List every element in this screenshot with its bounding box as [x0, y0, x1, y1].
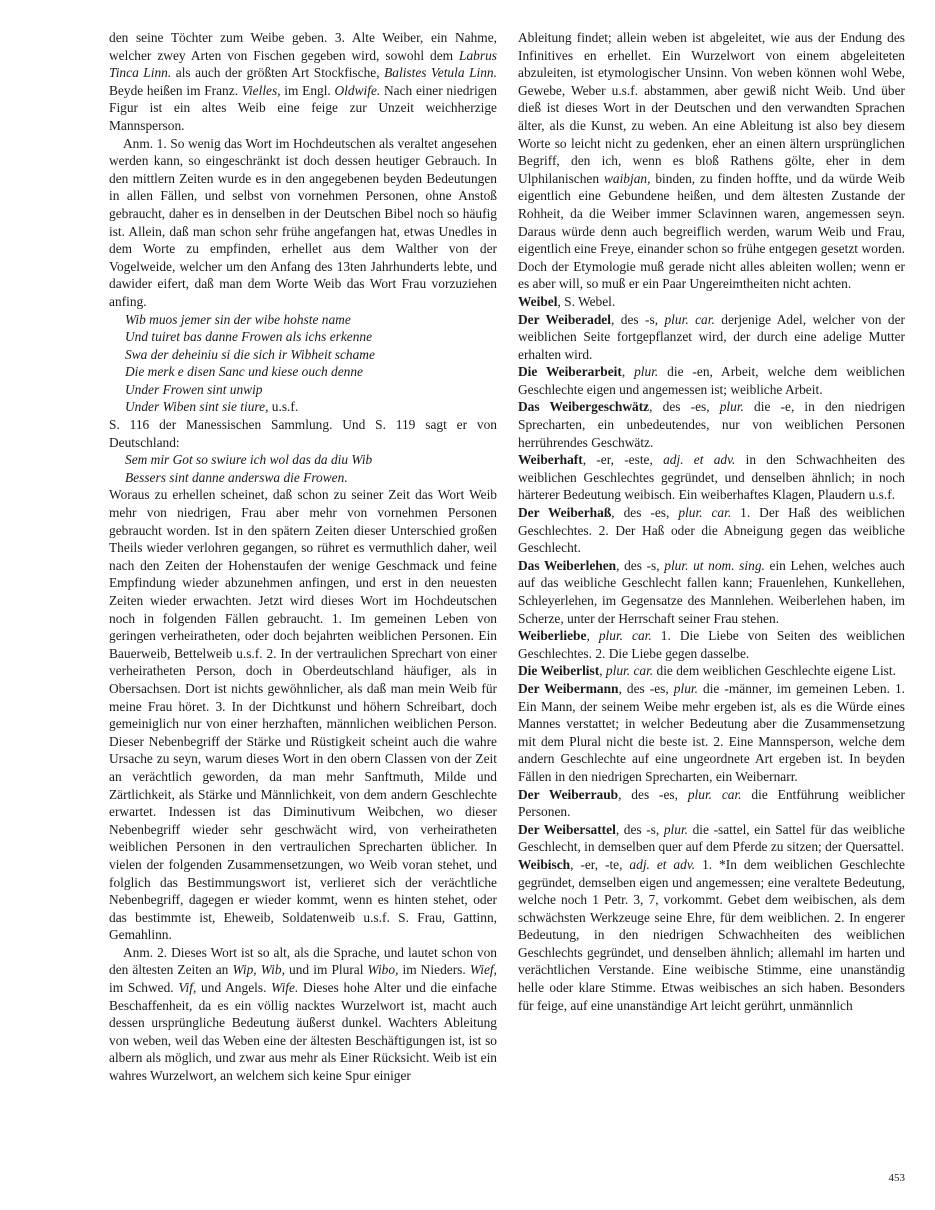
entry-weibermann: Der Weibermann, des -es, plur. die -männer, im gemeinen Leben. 1. Ein Mann, der seinem Weibe mehr ergeben ist, als es die Würde eines Mannes verstattet; in welcher Bedeutung aber die Zusammensetzung mit dem Plural nicht die beste ist. 2. Eine Mannsperson, welche dem andern Geschlechte auf eine ungeordnete Art ergeben ist. In beyden Fällen in den niedrigen Sprecharten, ein Weibernarr.	[518, 680, 905, 784]
paragraph: Woraus zu erhellen scheinet, daß schon zu seiner Zeit das Wort Weib mehr von niedrigen, Frau aber mehr von vornehmen Personen gebraucht worden. Ist in den spätern Zeiten dieser Unterschied großen Theils wieder verlohren gegangen, so rühret es vermuthlich daher, weil nach den Zeiten der Hohenstaufen der wenige Geschmack und feine Empfindung wieder abzunehmen anfingen, und erst in den neuesten Zeiten wieder erwachten. Jetzt wird dieses Wort im Hochdeutschen noch in folgenden Fällen gebraucht. 1. Im gemeinen Leben von geringen verheiratheten, oder doch bejahrten weiblichen Personen. Ein Bauerweib, Bettelweib u.s.f. 2. In der vertraulichen Sprechart von einer verheiratheten Person, doch in Oberdeutschland häufiger, als in Obersachsen. Dort ist nichts gewöhnlicher, als daß man mein Weib für meine Frau höret. 3. In der Dichtkunst und höhern Schreibart, doch gemeiniglich nur von einer herzhaften, männlichen weiblichen Person. Dieser Nebenbegriff der Stärke und Rüstigkeit scheint auch die wahre Ursache zu seyn, warum dieses Wort in den obern Classen von der Zeit an verächtlich geworden, da man mehr Sanftmuth, Milde und Zärtlichkeit, als Stärke und Männlichkeit, von dem andern Geschlechte erwartet. Indessen ist das Diminutivum Weibchen, wo dieser Nebenbegriff wieder sehr geschwächt wird, von verheiratheten weiblichen Personen in den vertraulichen Sprecharten üblicher. In vielen der folgenden Zusammensetzungen, wo Weib voran stehet, und folglich das Bestimmungswort ist, verlieret sich der verächtliche Nebenbegriff, dagegen er wieder kommt, wenn es hinten stehet, oder das bestimmte ist, Eheweib, Soldatenweib u.s.f. S. Frau, Gattinn, Gemahlinn.	[109, 487, 497, 943]
entry-weibergeschwaetz: Das Weibergeschwätz, des -es, plur. die -e, in den niedrigen Sprecharten, ein unbedeutendes, nur von weiblichen Personen herrührendes Geschwätz.	[518, 399, 906, 450]
verse-line: Under Frowen sint unwip	[125, 381, 263, 397]
annotation-2: Anm. 2. Dieses Wort ist so alt, als die Sprache, und lautet schon von den ältesten Zeiten an Wip, Wib, und im Plural Wibo, im Nieders. Wief, im Schwed. Vif, und Angels. Wife. Dieses hohe Alter und die einfache Beschaffenheit, da es ein völlig nacktes Wurzelwort ist, macht auch dessen ursprüngliche Bedeutung äußerst dunkel. Wachters Ableitung von weben, weil das Weben eine der ältesten Beschäftigungen ist, ist so albern als möglich, und zwar aus mehr als Einer Rücksicht. Weib ist ein wahres Wurzelwort, an welchem sich keine Spur einiger	[109, 944, 497, 1084]
annotation-1: Anm. 1. So wenig das Wort im Hochdeutschen als veraltet angesehen werden kann, so eingeschränkt ist doch dessen heutiger Gebrauch. In den mittlern Zeiten wurde es in den angegebenen beyden Bedeutungen in allen Fällen, und selbst von vornehmen Personen, ohne Anstoß gebraucht, daher es in denselben in der Deutschen Bibel noch so häufig ist. Allein, daß man schon sehr frühe angefangen hat, etwas Unedles in dem Worte zu empfinden, erhellet aus dem Walther von der Vogelweide, welcher um den Anfang des 13ten Jahrhunderts lebte, und dawider eifert, daß man dem Worte Weib das Wort Frau vorzuziehen anfing.	[109, 135, 497, 309]
verse-line: Swa der deheiniu si die sich ir Wibheit schame	[125, 346, 375, 362]
left-column	[109, 29, 497, 1085]
verse-line: Die merk e disen Sanc und kiese ouch denne	[125, 364, 363, 380]
entry-weiberraub: Der Weiberraub, des -es, plur. car. die Entführung weiblicher Personen.	[518, 786, 905, 820]
entry-weiberhaft: Weiberhaft, -er, -este, adj. et adv. in den Schwachheiten des weiblichen Geschlechtes gegründet, und denselben ähnlich; in noch härterer Bedeutung weibisch. Ein weiberhaftes Klagen, Plaudern u.s.f.	[518, 452, 905, 503]
entry-weiberadel: Der Weiberadel, des -s, plur. car. derjenige Adel, welcher von der weiblichen Seite fortgepflanzet wird, der durch eine adelige Mutter erhalten wird.	[518, 311, 905, 362]
right-column	[518, 29, 905, 1014]
verse-line: Wib muos jemer sin der wibe hohste name	[125, 311, 351, 327]
verse-quote-2	[109, 451, 497, 486]
entry-weiberlehen: Das Weiberlehen, des -s, plur. ut nom. sing. ein Lehen, welches auch auf das weibliche Geschlecht fallen kann; Frauenlehen, Kunkellehen, Schleyerlehen, im Gegensatze des Mannlehen. Weiberlehen haben, im Scherze, unter der Herrschaft seiner Frau stehen.	[518, 557, 905, 626]
entry-weiberarbeit: Die Weiberarbeit, plur. die -en, Arbeit, welche dem weiblichen Geschlechte eigen und angemessen ist; weibliche Arbeit.	[518, 364, 905, 397]
entry-weibersattel: Der Weibersattel, des -s, plur. die -sattel, ein Sattel für das weibliche Geschlecht, in demselben quer auf dem Pferde zu sitzen; der Quersattel.	[518, 821, 905, 855]
paragraph: den seine Töchter zum Weibe geben. 3. Alte Weiber, ein Nahme, welcher zwey Arten von Fischen gegeben wird, sowohl dem Labrus Tinca Linn. als auch der größten Art Stockfische, Balistes Vetula Linn. Beyde heißen im Franz. Vielles, im Engl. Oldwife. Nach einer niedrigen Figur ist ein altes Weib eine feige zur Unzeit weichherzige Mannsperson.	[109, 30, 497, 133]
paragraph: Ableitung findet; allein weben ist abgeleitet, wie aus der Endung des Infinitives en erhellet. Ein Wurzelwort von einem abgeleiteten abzuleiten, ist etymologischer Unsinn. Von weben können wohl Webe, Gewebe, Weber u.s.f. abstammen, aber gewiß nicht Weib. Und über dieß ist dieses Wort in der Deutschen und den verwandten Sprachen älter, als die Kunst, zu weben. An eine Ableitung ist also bey diesem Worte so leicht nicht zu gedenken, eher an einen ältern ursprünglichen Begriff, den ich, wenn es bloß Rathens gölte, eher in dem Ulphilanischen waibjan, binden, zu finden hoffte, und da würde Weib eigentlich eine Gebundene heißen, und dem ältesten Zustande der Rohheit, da die Weiber immer Sclavinnen waren, angemessen seyn. Daraus würde denn auch begreiflich werden, warum Weib und Frau, eigentlich eine Freye, einander schon so frühe entgegen gesetzt worden. Doch der Etymologie muß gerade nicht alles ableiten wollen; wenn er es aber will, so muß er ein Paar Ungereimtheiten nicht achten.	[518, 30, 906, 292]
verse-line: Under Wiben sint sie tiure, u.s.f.	[125, 399, 299, 415]
verse-line: Sem mir Got so swiure ich wol das da diu Wib	[125, 452, 373, 468]
verse-line: Und tuiret bas danne Frowen als ichs erkenne	[125, 329, 373, 345]
page-number: 453	[888, 1172, 905, 1184]
entry-weiberlist: Die Weiberlist, plur. car. die dem weiblichen Geschlechte eigene List.	[518, 663, 896, 679]
entry-weibel: Weibel, S. Webel.	[518, 293, 616, 309]
paragraph: S. 116 der Manessischen Sammlung. Und S. 119 sagt er von Deutschland:	[109, 417, 497, 450]
verse-quote-1	[109, 311, 497, 417]
verse-line: Bessers sint danne anderswa die Frowen.	[125, 469, 348, 485]
entry-weibisch: Weibisch, -er, -te, adj. et adv. 1. *In dem weiblichen Geschlechte gegründet, demselben eigen und angemessen; eine veraltete Bedeutung, welche noch 1 Petr. 3, 7, vorkommt. Gebet dem weibischen, als dem schwächsten Werkzeuge seine Ehre, für dem weiblichen. 2. In engerer Bedeutung, in den niedrigen Schwachheiten des weiblichen Geschlechts gegründet, und denselben ähnlich; allemahl im harten und verächtlichen Verstande. Eine weibische Stimme, eine unanständig helle oder klare Stimme. Etwas weibisches an sich haben. Besonders für feige, auf eine unanständige Art leicht gerührt, unmännlich	[518, 856, 905, 1013]
entry-weiberhass: Der Weiberhaß, des -es, plur. car. 1. Der Haß des weiblichen Geschlechtes. 2. Der Haß oder die Abneigung gegen das weibliche Geschlecht.	[518, 505, 906, 556]
entry-weiberliebe: Weiberliebe, plur. car. 1. Die Liebe von Seiten des weiblichen Geschlechtes. 2. Die Liebe gegen dasselbe.	[518, 628, 905, 661]
